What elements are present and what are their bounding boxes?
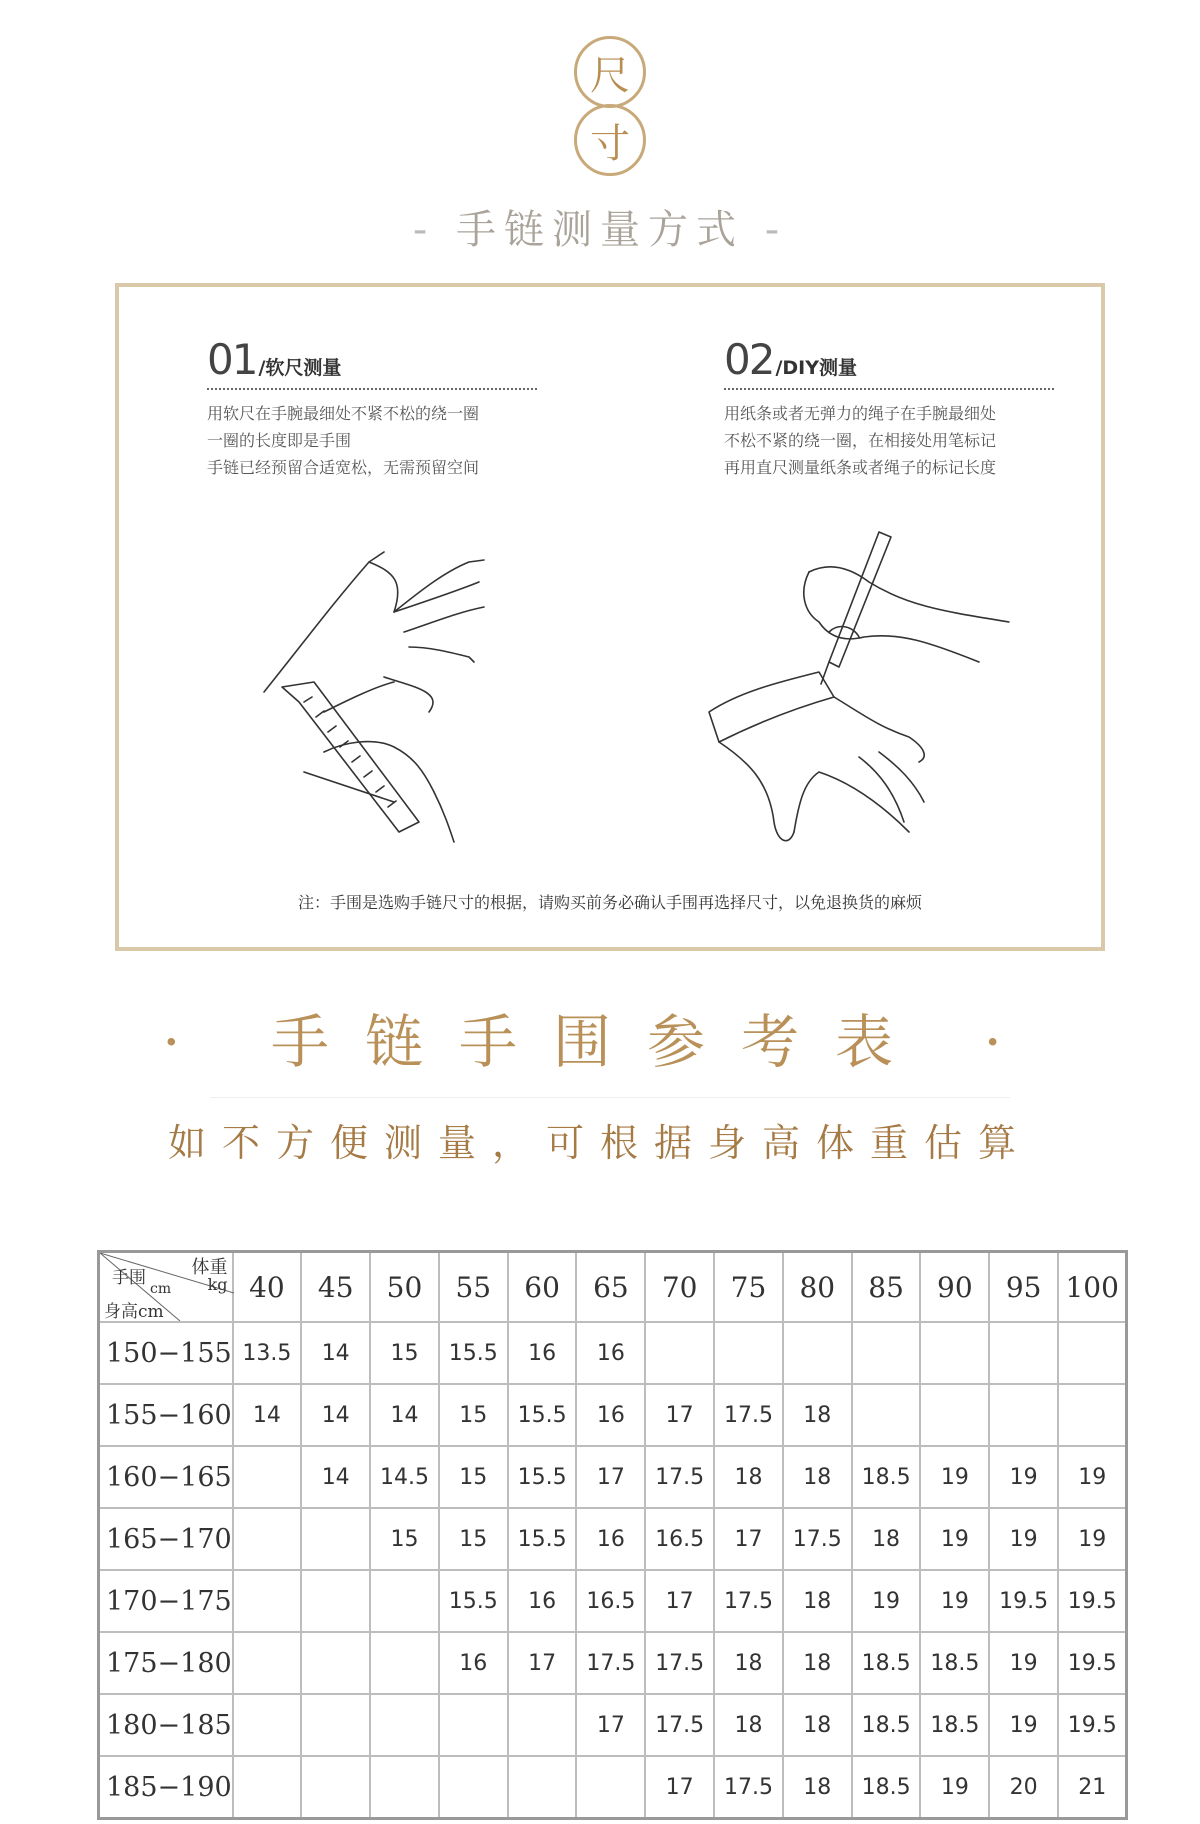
wrist-size-cell: 16.5	[576, 1570, 645, 1632]
method-line: 用纸条或者无弹力的绳子在手腕最细处	[724, 404, 997, 423]
weight-header-cell: 45	[301, 1252, 370, 1323]
wrist-size-cell: 18	[714, 1632, 783, 1694]
height-range-cell: 175−180	[99, 1632, 233, 1694]
wrist-size-cell	[645, 1322, 714, 1384]
wrist-size-cell: 19	[989, 1694, 1058, 1756]
wrist-size-cell: 16	[439, 1632, 508, 1694]
wrist-size-cell: 15	[439, 1508, 508, 1570]
wrist-size-cell: 18.5	[852, 1632, 921, 1694]
wrist-size-cell	[370, 1570, 439, 1632]
weight-header-cell: 65	[576, 1252, 645, 1323]
wrist-size-cell: 19	[1058, 1446, 1127, 1508]
method-line: 一圈的长度即是手围	[207, 431, 352, 450]
wrist-size-cell	[920, 1322, 989, 1384]
weight-header-cell: 80	[783, 1252, 852, 1323]
wrist-size-cell: 18	[783, 1632, 852, 1694]
wrist-size-cell: 17.5	[714, 1756, 783, 1819]
wrist-size-cell: 17.5	[783, 1508, 852, 1570]
height-range-cell: 155−160	[99, 1384, 233, 1446]
weight-header-cell: 85	[852, 1252, 921, 1323]
wrist-size-cell	[439, 1694, 508, 1756]
wrist-size-cell: 17.5	[576, 1632, 645, 1694]
wrist-size-cell: 15	[370, 1508, 439, 1570]
weight-header-cell: 100	[1058, 1252, 1127, 1323]
wrist-size-cell: 19	[852, 1570, 921, 1632]
height-range-cell: 165−170	[99, 1508, 233, 1570]
wrist-size-cell	[233, 1694, 302, 1756]
wrist-size-cell: 16	[576, 1508, 645, 1570]
table-row	[99, 1694, 1127, 1756]
logo-seal	[570, 36, 654, 178]
wrist-size-cell: 17	[508, 1632, 577, 1694]
wrist-size-cell	[301, 1570, 370, 1632]
table-row	[99, 1384, 1127, 1446]
section-title-text: 手链测量方式	[456, 207, 744, 253]
wrist-size-cell: 20	[989, 1756, 1058, 1819]
wrist-size-cell: 19	[989, 1632, 1058, 1694]
wrist-size-cell: 15	[439, 1384, 508, 1446]
wrist-size-cell: 16	[508, 1570, 577, 1632]
weight-header-cell: 90	[920, 1252, 989, 1323]
table-row	[99, 1632, 1127, 1694]
wrist-size-cell	[852, 1322, 921, 1384]
wrist-size-cell	[989, 1322, 1058, 1384]
wrist-size-cell: 19	[1058, 1508, 1127, 1570]
wrist-size-cell	[852, 1384, 921, 1446]
wrist-size-cell: 17.5	[714, 1570, 783, 1632]
wrist-size-cell: 15.5	[508, 1384, 577, 1446]
method-title: /DIY测量	[775, 357, 857, 379]
height-range-cell: 170−175	[99, 1570, 233, 1632]
reference-table-subtitle: 如不方便测量，可根据身高体重估算	[167, 1121, 1032, 1165]
section-title: - 手链测量方式 -	[412, 207, 788, 253]
wrist-size-cell: 19.5	[989, 1570, 1058, 1632]
wrist-size-cell: 15.5	[439, 1322, 508, 1384]
wrist-size-cell: 15.5	[508, 1446, 577, 1508]
wrist-size-cell: 18	[714, 1446, 783, 1508]
method-title: /软尺测量	[258, 357, 342, 379]
wrist-size-cell: 15.5	[508, 1508, 577, 1570]
wrist-size-cell: 19.5	[1058, 1632, 1127, 1694]
wrist-size-cell	[233, 1756, 302, 1819]
wrist-size-cell: 14	[301, 1446, 370, 1508]
method-soft-ruler	[207, 335, 537, 481]
wrist-size-cell: 14	[233, 1384, 302, 1446]
wrist-size-cell: 14	[370, 1384, 439, 1446]
wrist-size-cell	[301, 1694, 370, 1756]
table-row	[99, 1756, 1127, 1819]
wrist-unit: cm	[150, 1281, 172, 1297]
wrist-size-cell	[301, 1632, 370, 1694]
wrist-size-cell: 14	[301, 1322, 370, 1384]
wrist-size-cell: 17	[645, 1756, 714, 1819]
wrist-size-cell	[233, 1570, 302, 1632]
wrist-size-cell	[783, 1322, 852, 1384]
wrist-size-cell: 17	[645, 1384, 714, 1446]
table-body	[99, 1322, 1127, 1819]
wrist-size-cell: 14	[301, 1384, 370, 1446]
method-line: 不松不紧的绕一圈，在相接处用笔标记	[724, 431, 997, 450]
hand-tape-measure-illustration	[244, 512, 584, 852]
wrist-size-cell	[301, 1756, 370, 1819]
wrist-size-cell	[439, 1756, 508, 1819]
wrist-size-cell: 19.5	[1058, 1694, 1127, 1756]
wrist-size-cell: 18.5	[920, 1694, 989, 1756]
wrist-size-cell	[576, 1756, 645, 1819]
wrist-size-cell	[1058, 1384, 1127, 1446]
method-number: 02	[724, 335, 774, 384]
wrist-size-cell	[370, 1756, 439, 1819]
wrist-size-cell: 17.5	[645, 1446, 714, 1508]
method-number: 01	[207, 335, 257, 384]
wrist-size-cell: 17	[714, 1508, 783, 1570]
table-row	[99, 1570, 1127, 1632]
wrist-size-cell: 18	[783, 1570, 852, 1632]
wrist-size-cell: 17	[645, 1570, 714, 1632]
weight-header-cell: 50	[370, 1252, 439, 1323]
wrist-size-cell: 19.5	[1058, 1570, 1127, 1632]
wrist-size-cell	[370, 1632, 439, 1694]
wrist-size-cell: 19	[989, 1446, 1058, 1508]
wrist-size-cell: 19	[989, 1508, 1058, 1570]
height-range-cell: 160−165	[99, 1446, 233, 1508]
table-header-row	[99, 1252, 1127, 1323]
reference-table-title: · 手链手围参考表 ·	[162, 1008, 1038, 1076]
table-row	[99, 1508, 1127, 1570]
logo-char-circle: 寸	[574, 104, 646, 176]
wrist-size-cell: 18.5	[852, 1446, 921, 1508]
weight-unit: kg	[207, 1275, 228, 1294]
wrist-size-cell: 19	[920, 1570, 989, 1632]
wrist-size-cell: 21	[1058, 1756, 1127, 1819]
wrist-size-cell: 19	[920, 1756, 989, 1819]
wrist-size-cell: 15	[439, 1446, 508, 1508]
height-label: 身高cm	[104, 1302, 164, 1322]
wrist-size-cell: 18.5	[852, 1756, 921, 1819]
wrist-size-cell: 16	[576, 1384, 645, 1446]
wrist-size-cell	[1058, 1322, 1127, 1384]
table-row	[99, 1446, 1127, 1508]
wrist-size-cell: 14.5	[370, 1446, 439, 1508]
wrist-size-cell	[508, 1756, 577, 1819]
wrist-label: 手围	[112, 1268, 146, 1288]
table-row	[99, 1322, 1127, 1384]
weight-header-cell: 55	[439, 1252, 508, 1323]
logo-char-circle: 尺	[574, 36, 646, 108]
wrist-size-cell: 18	[783, 1446, 852, 1508]
wrist-size-cell: 17.5	[645, 1694, 714, 1756]
wrist-size-cell: 18.5	[852, 1694, 921, 1756]
method-line: 用软尺在手腕最细处不紧不松的绕一圈	[207, 404, 480, 423]
wrist-size-cell: 18	[783, 1384, 852, 1446]
wrist-size-cell: 17.5	[714, 1384, 783, 1446]
wrist-size-cell	[233, 1508, 302, 1570]
wrist-size-cell: 17	[576, 1446, 645, 1508]
wrist-size-cell: 18	[852, 1508, 921, 1570]
wrist-size-cell	[233, 1446, 302, 1508]
wrist-size-cell: 16	[508, 1322, 577, 1384]
wrist-size-cell: 17	[576, 1694, 645, 1756]
method-diy	[724, 335, 1054, 481]
wrist-size-cell	[508, 1694, 577, 1756]
wrist-size-cell: 18	[714, 1694, 783, 1756]
size-reference-table	[97, 1250, 1128, 1820]
height-range-cell: 185−190	[99, 1756, 233, 1819]
measurement-frame	[115, 283, 1105, 951]
wrist-size-cell: 19	[920, 1446, 989, 1508]
weight-header-cell: 75	[714, 1252, 783, 1323]
height-range-cell: 180−185	[99, 1694, 233, 1756]
wrist-size-cell	[714, 1322, 783, 1384]
weight-header-cell: 60	[508, 1252, 577, 1323]
wrist-size-cell	[920, 1384, 989, 1446]
purchase-note: 注：手围是选购手链尺寸的根据，请购买前务必确认手围再选择尺寸，以免退换货的麻烦	[297, 893, 922, 912]
wrist-size-cell: 18	[783, 1694, 852, 1756]
wrist-size-cell	[233, 1632, 302, 1694]
wrist-size-cell: 15	[370, 1322, 439, 1384]
weight-header-cell: 40	[233, 1252, 302, 1323]
wrist-size-cell: 18.5	[920, 1632, 989, 1694]
wrist-size-cell: 17.5	[645, 1632, 714, 1694]
weight-header-cell: 95	[989, 1252, 1058, 1323]
wrist-size-cell: 18	[783, 1756, 852, 1819]
wrist-size-cell	[989, 1384, 1058, 1446]
weight-label: 体重	[191, 1257, 228, 1278]
wrist-size-cell: 19	[920, 1508, 989, 1570]
table-corner-cell	[99, 1252, 233, 1323]
divider	[210, 1097, 1010, 1098]
wrist-size-cell	[370, 1694, 439, 1756]
wrist-size-cell: 16.5	[645, 1508, 714, 1570]
height-range-cell: 150−155	[99, 1322, 233, 1384]
wrist-size-cell: 13.5	[233, 1322, 302, 1384]
wrist-size-cell	[301, 1508, 370, 1570]
wrist-size-cell: 16	[576, 1322, 645, 1384]
hand-paper-strip-illustration	[679, 512, 1019, 852]
weight-header-cell: 70	[645, 1252, 714, 1323]
wrist-size-cell: 15.5	[439, 1570, 508, 1632]
method-line: 手链已经预留合适宽松，无需预留空间	[207, 458, 480, 477]
method-line: 再用直尺测量纸条或者绳子的标记长度	[724, 458, 997, 477]
